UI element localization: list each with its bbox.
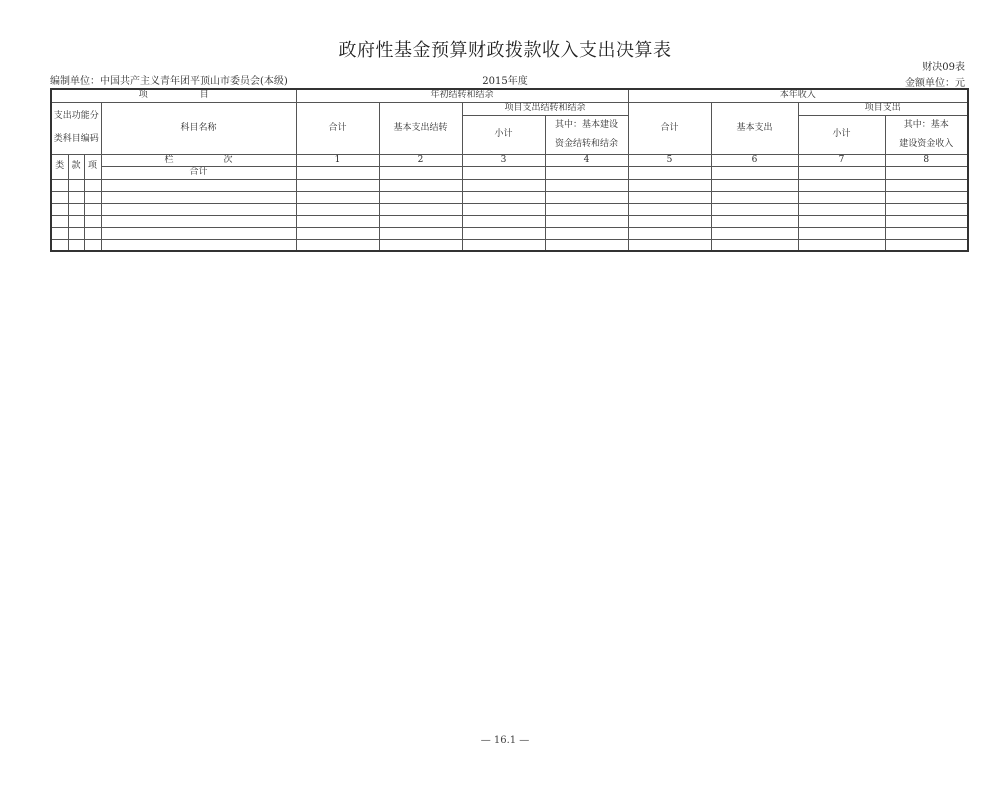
header-function-code-line-1: 支出功能分 xyxy=(53,111,99,121)
header-capital-income xyxy=(885,115,968,154)
header-capital-income-line-2: 建设资金收入 xyxy=(899,138,954,149)
table-cell xyxy=(296,191,379,203)
table-cell xyxy=(101,227,296,239)
table-cell xyxy=(296,203,379,215)
table-cell xyxy=(68,239,84,251)
table-cell xyxy=(84,191,101,203)
table-cell xyxy=(68,215,84,227)
table-cell xyxy=(101,203,296,215)
table-row xyxy=(51,239,968,251)
table-cell xyxy=(379,239,462,251)
table-cell xyxy=(379,227,462,239)
table-cell xyxy=(545,203,628,215)
table-cell xyxy=(545,191,628,203)
header-basic-expenditure: 基本支出 xyxy=(711,102,798,154)
header-row-2 xyxy=(51,102,968,115)
table-cell xyxy=(628,166,711,179)
header-row-1 xyxy=(51,89,968,102)
table-cell xyxy=(885,227,968,239)
header-class: 类 xyxy=(51,154,68,179)
header-function-code-line-2: 类科目编码 xyxy=(53,134,99,144)
table-cell xyxy=(711,239,798,251)
column-number: 4 xyxy=(545,154,628,166)
compiling-unit: 编制单位：中国共产主义青年团平顶山市委员会(本级) xyxy=(50,76,288,87)
table-cell xyxy=(545,239,628,251)
page-number: — 16.1 — xyxy=(480,735,530,746)
table-cell xyxy=(51,227,68,239)
table-cell xyxy=(296,227,379,239)
table-row xyxy=(51,203,968,215)
column-number: 8 xyxy=(885,154,968,166)
table-cell xyxy=(462,239,545,251)
header-project-expenditure: 项目支出 xyxy=(798,102,968,115)
table-cell xyxy=(84,227,101,239)
table-cell xyxy=(462,191,545,203)
table-cell xyxy=(379,191,462,203)
header-item-code: 项 xyxy=(84,154,101,179)
header-item: 项目 xyxy=(51,89,296,102)
header-opening-total: 合计 xyxy=(296,102,379,154)
header-capital-carryover xyxy=(545,115,628,154)
table-row xyxy=(51,179,968,191)
table-cell xyxy=(462,179,545,191)
header-current-income: 本年收入 xyxy=(628,89,968,102)
table-cell xyxy=(885,239,968,251)
table-cell xyxy=(68,203,84,215)
column-number: 2 xyxy=(379,154,462,166)
table-cell xyxy=(798,239,885,251)
fiscal-year: 2015年度 xyxy=(482,76,528,87)
table-cell xyxy=(798,166,885,179)
table-cell xyxy=(84,179,101,191)
table-cell xyxy=(379,215,462,227)
table-cell xyxy=(101,179,296,191)
table-cell xyxy=(711,166,798,179)
column-index-row xyxy=(51,154,968,166)
table-cell xyxy=(68,179,84,191)
column-number: 6 xyxy=(711,154,798,166)
table-cell xyxy=(462,166,545,179)
header-income-subtotal: 小计 xyxy=(798,115,885,154)
table-cell xyxy=(711,215,798,227)
table-cell xyxy=(545,179,628,191)
table-cell xyxy=(798,179,885,191)
table-cell xyxy=(798,203,885,215)
header-subject-name: 科目名称 xyxy=(101,102,296,154)
table-cell xyxy=(296,215,379,227)
table-cell xyxy=(68,191,84,203)
total-row-label: 合计 xyxy=(101,166,296,179)
table-cell xyxy=(101,191,296,203)
table-cell xyxy=(462,215,545,227)
table-cell xyxy=(51,239,68,251)
table-cell xyxy=(628,215,711,227)
header-capital-income-line-1: 其中：基本 xyxy=(903,119,949,130)
table-cell xyxy=(68,227,84,239)
table-cell xyxy=(51,179,68,191)
table-cell xyxy=(798,227,885,239)
table-cell xyxy=(628,191,711,203)
table-row xyxy=(51,227,968,239)
table-cell xyxy=(711,227,798,239)
header-capital-carryover-line-1: 其中：基本建设 xyxy=(555,119,619,130)
table-cell xyxy=(101,239,296,251)
header-capital-carryover-line-2: 资金结转和结余 xyxy=(555,138,619,149)
header-opening-balance: 年初结转和结余 xyxy=(296,89,628,102)
table-cell xyxy=(462,203,545,215)
header-income-total: 合计 xyxy=(628,102,711,154)
amount-unit: 金额单位：元 xyxy=(905,78,965,89)
table-row xyxy=(51,215,968,227)
table-cell xyxy=(296,179,379,191)
table-cell xyxy=(51,191,68,203)
header-function-code xyxy=(51,102,101,154)
table-cell xyxy=(379,179,462,191)
table-cell xyxy=(885,179,968,191)
document-title: 政府性基金预算财政拨款收入支出决算表 xyxy=(338,40,672,61)
table-cell xyxy=(462,227,545,239)
table-cell xyxy=(545,166,628,179)
table-cell xyxy=(885,215,968,227)
form-code: 财决09表 xyxy=(922,62,965,73)
header-project-carryover: 项目支出结转和结余 xyxy=(462,102,628,115)
column-number: 7 xyxy=(798,154,885,166)
header-opening-subtotal: 小计 xyxy=(462,115,545,154)
table-cell xyxy=(296,239,379,251)
table-cell xyxy=(798,215,885,227)
total-row xyxy=(51,166,968,179)
table-cell xyxy=(885,203,968,215)
table-cell xyxy=(711,203,798,215)
table-cell xyxy=(711,179,798,191)
table-cell xyxy=(885,191,968,203)
table-cell xyxy=(885,166,968,179)
table-cell xyxy=(379,203,462,215)
table-cell xyxy=(545,227,628,239)
column-number: 5 xyxy=(628,154,711,166)
table-cell xyxy=(711,191,798,203)
table-cell xyxy=(296,166,379,179)
header-section: 款 xyxy=(68,154,84,179)
table-cell xyxy=(545,215,628,227)
table-cell xyxy=(628,239,711,251)
table-cell xyxy=(84,203,101,215)
table-cell xyxy=(51,215,68,227)
header-basic-carryover: 基本支出结转 xyxy=(379,102,462,154)
table-cell xyxy=(628,179,711,191)
table-cell xyxy=(101,215,296,227)
table-cell xyxy=(84,239,101,251)
table-row xyxy=(51,191,968,203)
table-cell xyxy=(84,215,101,227)
table-cell xyxy=(51,203,68,215)
table-cell xyxy=(628,203,711,215)
table-cell xyxy=(628,227,711,239)
table-cell xyxy=(379,166,462,179)
table-cell xyxy=(798,191,885,203)
column-number: 3 xyxy=(462,154,545,166)
budget-table xyxy=(50,88,969,252)
column-index-label: 栏次 xyxy=(101,154,296,166)
column-number: 1 xyxy=(296,154,379,166)
